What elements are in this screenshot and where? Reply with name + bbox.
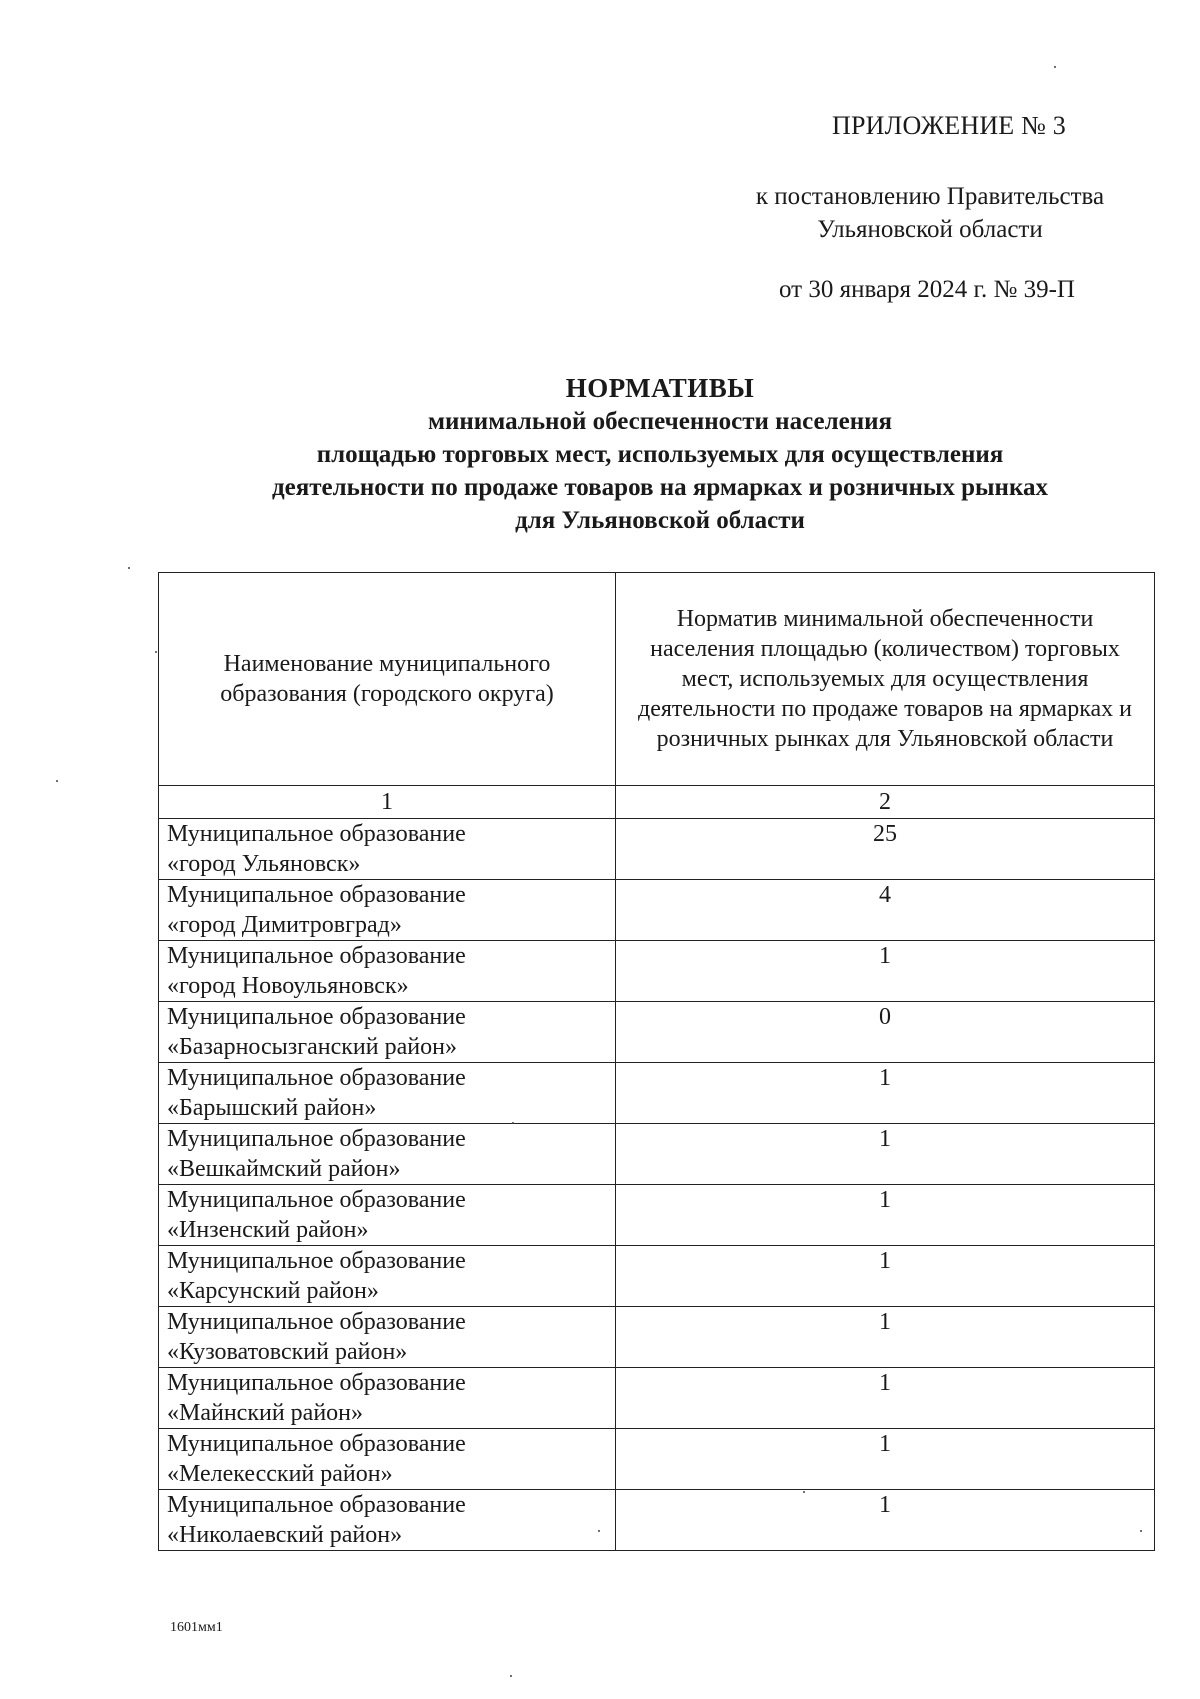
municipality-type: Муниципальное образование: [167, 1492, 466, 1518]
appendix-label: ПРИЛОЖЕНИЕ № 3: [832, 111, 1066, 140]
municipality-name-cell: [159, 1124, 616, 1185]
norm-value-cell: 1: [616, 1368, 1155, 1429]
table-row: [159, 880, 1155, 941]
municipality-name-cell: [159, 1002, 616, 1063]
municipality-name-cell: [159, 941, 616, 1002]
table-row: [159, 1063, 1155, 1124]
municipality-name: «город Ульяновск»: [167, 851, 361, 877]
norm-value-cell: 1: [616, 1063, 1155, 1124]
title-line-3: площадью торговых мест, используемых для осуществления: [316, 441, 1004, 468]
resolution-date: от 30 января 2024 г. № 39-П: [779, 276, 1075, 303]
scan-speck: [1140, 1530, 1142, 1532]
municipality-type: Муниципальное образование: [167, 882, 466, 908]
scan-speck: [1054, 66, 1056, 68]
norms-table: [158, 572, 1155, 1551]
municipality-name: «город Новоульяновск»: [167, 973, 409, 999]
municipality-name-cell: [159, 1429, 616, 1490]
municipality-type: Муниципальное образование: [167, 1065, 466, 1091]
municipality-type: Муниципальное образование: [167, 943, 466, 969]
municipality-name: «Мелекесский район»: [167, 1461, 393, 1487]
table-row: [159, 1307, 1155, 1368]
table-row: [159, 1246, 1155, 1307]
scan-speck: [512, 1122, 514, 1124]
municipality-type: Муниципальное образование: [167, 1309, 466, 1335]
municipality-name-cell: [159, 819, 616, 880]
table-row: [159, 1185, 1155, 1246]
norm-value-cell: 1: [616, 1307, 1155, 1368]
norm-value-cell: 4: [616, 880, 1155, 941]
footer-code: 1601мм1: [170, 1620, 223, 1635]
scan-speck: [128, 567, 130, 569]
scan-speck: [155, 651, 157, 653]
table-header-row: [159, 573, 1155, 786]
table-row: [159, 1002, 1155, 1063]
municipality-name: «Вешкаймский район»: [167, 1156, 401, 1182]
table-row: [159, 1124, 1155, 1185]
table-row: [159, 819, 1155, 880]
column-number-row: [159, 786, 1155, 819]
municipality-name: «Базарносызганский район»: [167, 1034, 457, 1060]
resolution-line-2: Ульяновской области: [817, 216, 1043, 243]
municipality-type: Муниципальное образование: [167, 1187, 466, 1213]
resolution-line-1: к постановлению Правительства: [755, 183, 1105, 210]
table-row: [159, 1429, 1155, 1490]
norm-value-cell: 1: [616, 1246, 1155, 1307]
municipality-name: «Барышский район»: [167, 1095, 377, 1121]
norm-value-cell: 1: [616, 941, 1155, 1002]
scan-speck: [510, 1675, 512, 1677]
municipality-name-cell: [159, 1185, 616, 1246]
municipality-name-cell: [159, 1490, 616, 1551]
title-line-5: для Ульяновской области: [515, 507, 805, 534]
title-line-2: минимальной обеспеченности населения: [427, 408, 893, 435]
municipality-type: Муниципальное образование: [167, 1248, 466, 1274]
scan-speck: [803, 1491, 805, 1493]
municipality-type: Муниципальное образование: [167, 1004, 466, 1030]
municipality-name: «Инзенский район»: [167, 1217, 369, 1243]
municipality-type: Муниципальное образование: [167, 1370, 466, 1396]
header-municipality: Наименование муниципального образования (городского округа): [159, 573, 616, 786]
municipality-name: «Кузоватовский район»: [167, 1339, 408, 1365]
norm-value-cell: 1: [616, 1490, 1155, 1551]
municipality-name-cell: [159, 1368, 616, 1429]
municipality-name-cell: [159, 1246, 616, 1307]
municipality-name: «Карсунский район»: [167, 1278, 379, 1304]
norm-value-cell: 1: [616, 1185, 1155, 1246]
title-line-1: НОРМАТИВЫ: [565, 373, 755, 403]
municipality-name-cell: [159, 1307, 616, 1368]
norm-value-cell: 0: [616, 1002, 1155, 1063]
table-row: [159, 1490, 1155, 1551]
norm-value-cell: 1: [616, 1124, 1155, 1185]
table-row: [159, 941, 1155, 1002]
column-number-1: 1: [159, 786, 616, 819]
document-title: [160, 372, 1160, 537]
municipality-name-cell: [159, 880, 616, 941]
norm-value-cell: 25: [616, 819, 1155, 880]
scan-speck: [56, 780, 58, 782]
scan-speck: [598, 1530, 600, 1532]
resolution-reference: [700, 180, 1160, 246]
table-row: [159, 1368, 1155, 1429]
norm-value-cell: 1: [616, 1429, 1155, 1490]
header-norm: Норматив минимальной обеспеченности населения площадью (количеством) торговых мест, используемых для осуществления деятельности по продаже товаров на ярмарках и розничных рынках для Ульяновской области: [616, 573, 1155, 786]
municipality-name-cell: [159, 1063, 616, 1124]
municipality-type: Муниципальное образование: [167, 821, 466, 847]
municipality-type: Муниципальное образование: [167, 1126, 466, 1152]
municipality-name: «Николаевский район»: [167, 1522, 403, 1548]
column-number-2: 2: [616, 786, 1155, 819]
municipality-type: Муниципальное образование: [167, 1431, 466, 1457]
municipality-name: «город Димитровград»: [167, 912, 402, 938]
municipality-name: «Майнский район»: [167, 1400, 364, 1426]
title-line-4: деятельности по продаже товаров на ярмарках и розничных рынках: [271, 474, 1048, 501]
